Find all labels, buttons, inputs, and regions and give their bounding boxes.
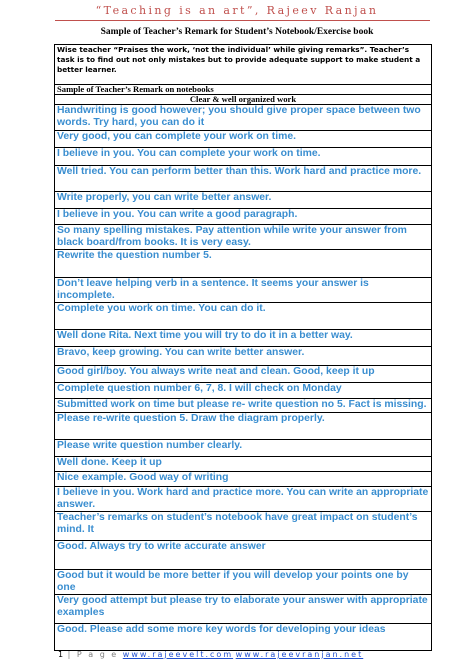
section-title: Sample of Teacher’s Remark on notebooks (55, 85, 432, 95)
remark-row (55, 330, 432, 347)
remark-text: Teacher’s remarks on student’s notebook have great impact on student’s mind. It (55, 512, 432, 541)
page-footer (58, 650, 363, 659)
remark-text: Don’t leave helping verb in a sentence. It seems your answer is incomplete. (55, 278, 432, 303)
remark-text: Write properly, you can write better answer. (55, 192, 432, 209)
remark-text: Bravo, keep growing. You can write better answer. (55, 347, 432, 366)
remark-text: I believe in you. Work hard and practice more. You can write an appropriate answer. (55, 487, 432, 512)
remark-row (55, 457, 432, 472)
remark-text: Good. Always try to write accurate answer (55, 541, 432, 570)
remark-text: Well done Rita. Next time you will try to do it in a better way. (55, 330, 432, 347)
remark-row (55, 131, 432, 148)
remark-row (55, 192, 432, 209)
remark-text: Please re-write question 5. Draw the diagram properly. (55, 413, 432, 440)
remark-row (55, 472, 432, 487)
remark-row (55, 366, 432, 383)
remark-text: Very good, you can complete your work on time. (55, 131, 432, 148)
document-subtitle: Sample of Teacher’s Remark for Student’s Notebook/Exercise book (100, 27, 374, 37)
remark-text: Good. Please add some more key words for developing your ideas (55, 624, 432, 651)
remark-row (55, 209, 432, 225)
remark-row (55, 541, 432, 570)
remark-row (55, 399, 432, 413)
page-number: 1 (58, 650, 64, 659)
remark-text: I believe in you. You can write a good paragraph. (55, 209, 432, 225)
remark-row (55, 487, 432, 512)
remark-text: Complete question number 6, 7, 8. I will check on Monday (55, 383, 432, 399)
intro-row (55, 45, 432, 85)
remark-text: Submitted work on time but please re- write question no 5. Fact is missing. (55, 399, 432, 413)
remark-row (55, 413, 432, 440)
remark-text: Handwriting is good however; you should give proper space between two words. Try hard, you can do it (55, 105, 432, 131)
column-header: Clear & well organized work (55, 95, 432, 105)
intro-text: Wise teacher “Praises the work, ‘not the individual’ while giving remarks”. Teacher’s task is to find out not only mistakes but to provide adequate support to make student a better learner. (55, 45, 432, 85)
remark-row (55, 250, 432, 278)
page-header-title: “Teaching is an art”, Rajeev Ranjan (95, 4, 379, 17)
remarks-table (54, 44, 432, 651)
page-label: | P a g e (63, 650, 123, 659)
remark-row (55, 148, 432, 166)
remark-row (55, 383, 432, 399)
remark-row (55, 303, 432, 330)
website-link-rajeevelt[interactable]: www.rajeevelt.com (122, 650, 234, 659)
remark-text: Good girl/boy. You always write neat and clean. Good, keep it up (55, 366, 432, 383)
remark-text: So many spelling mistakes. Pay attention while write your answer from black board/from books. It is very easy. (55, 225, 432, 250)
remark-text: Please write question number clearly. (55, 440, 432, 457)
remark-row (55, 105, 432, 131)
remark-text: I believe in you. You can complete your work on time. (55, 148, 432, 166)
remark-row (55, 347, 432, 366)
header-rule (55, 20, 430, 21)
remark-row (55, 595, 432, 624)
website-link-rajeevranjan[interactable]: www.rajeevranjan.net (235, 650, 364, 659)
remark-text: Rewrite the question number 5. (55, 250, 432, 278)
remark-text: Good but it would be more better if you will develop your points one by one (55, 570, 432, 595)
remark-row (55, 570, 432, 595)
remark-row (55, 278, 432, 303)
remark-row (55, 166, 432, 192)
remark-row (55, 624, 432, 651)
remark-text: Very good attempt but please try to elaborate your answer with appropriate examples (55, 595, 432, 624)
remark-text: Well done. Keep it up (55, 457, 432, 472)
remark-row (55, 440, 432, 457)
remark-text: Well tried. You can perform better than this. Work hard and practice more. (55, 166, 432, 192)
section-title-row (55, 85, 432, 95)
remark-row (55, 512, 432, 541)
remark-text: Complete you work on time. You can do it. (55, 303, 432, 330)
column-header-row (55, 95, 432, 105)
remark-row (55, 225, 432, 250)
remark-text: Nice example. Good way of writing (55, 472, 432, 487)
